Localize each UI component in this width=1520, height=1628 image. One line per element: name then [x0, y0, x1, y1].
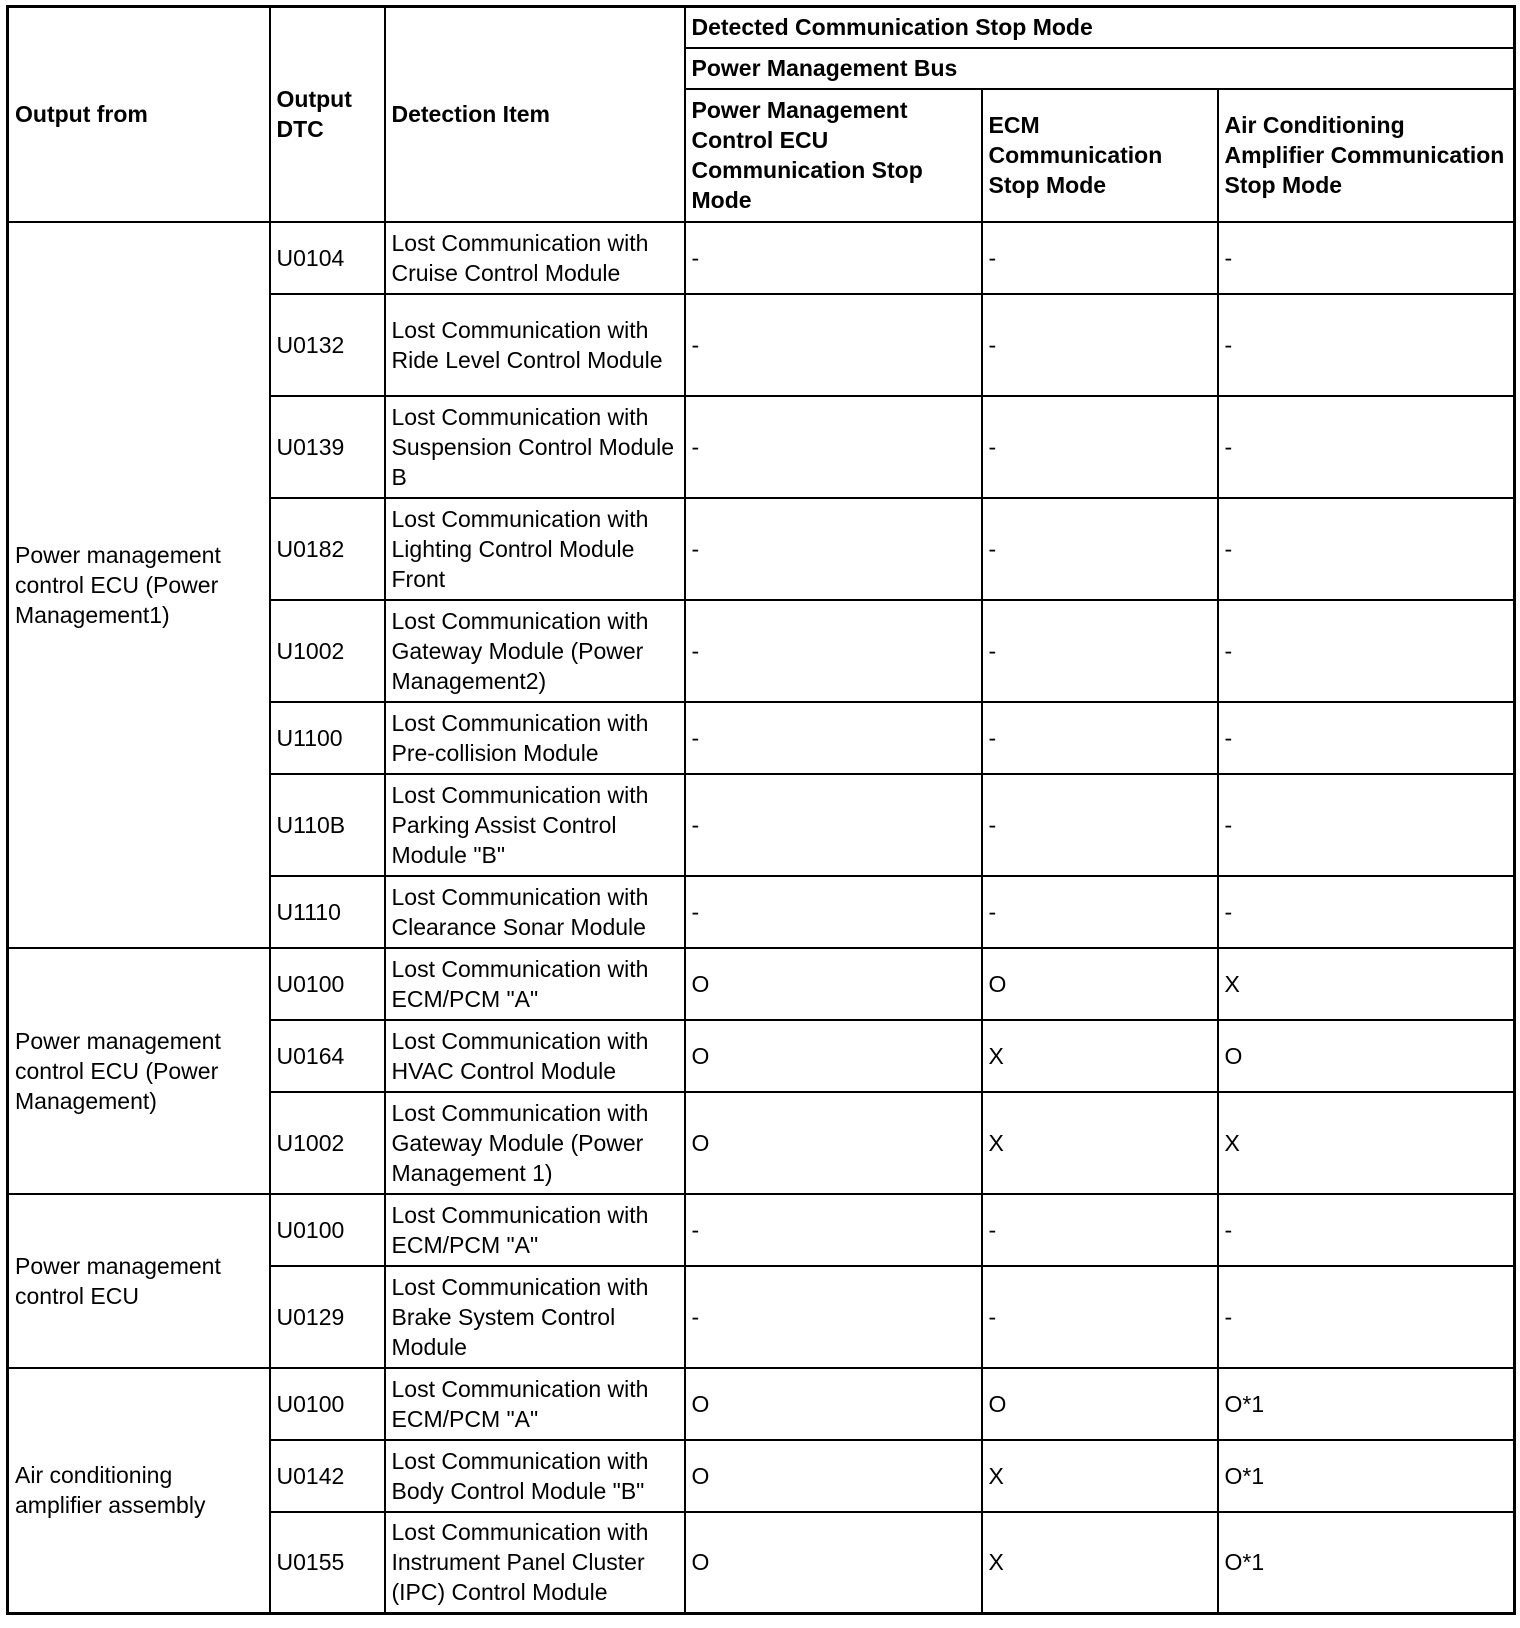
dtc-cell: U0129 [270, 1266, 385, 1368]
pm-mode-cell: - [685, 1266, 982, 1368]
detection-item-cell: Lost Communication with ECM/PCM "A" [385, 1194, 685, 1266]
pm-mode-cell: O [685, 948, 982, 1020]
header-ecm-mode: ECM Communication Stop Mode [982, 89, 1218, 222]
dtc-cell: U0100 [270, 1194, 385, 1266]
table-row [8, 1194, 1515, 1266]
header-output-from: Output from [8, 7, 270, 222]
pm-mode-cell: - [685, 876, 982, 948]
ecm-mode-cell: - [982, 294, 1218, 396]
output-from-cell: Air conditioning amplifier assembly [8, 1368, 270, 1614]
dtc-cell: U0100 [270, 1368, 385, 1440]
ecm-mode-cell: - [982, 396, 1218, 498]
dtc-table [6, 5, 1516, 1615]
output-from-cell: Power management control ECU (Power Management1) [8, 222, 270, 948]
ac-mode-cell: X [1218, 948, 1515, 1020]
ecm-mode-cell: X [982, 1092, 1218, 1194]
ecm-mode-cell: - [982, 702, 1218, 774]
pm-mode-cell: - [685, 600, 982, 702]
ecm-mode-cell: - [982, 1194, 1218, 1266]
detection-item-cell: Lost Communication with ECM/PCM "A" [385, 1368, 685, 1440]
table-row [8, 1368, 1515, 1440]
ac-mode-cell: - [1218, 222, 1515, 294]
pm-mode-cell: - [685, 1194, 982, 1266]
detection-item-cell: Lost Communication with Lighting Control Module Front [385, 498, 685, 600]
dtc-cell: U110B [270, 774, 385, 876]
ac-mode-cell: - [1218, 294, 1515, 396]
table-row [8, 222, 1515, 294]
detection-item-cell: Lost Communication with HVAC Control Module [385, 1020, 685, 1092]
ac-mode-cell: - [1218, 1194, 1515, 1266]
ecm-mode-cell: X [982, 1020, 1218, 1092]
ecm-mode-cell: - [982, 1266, 1218, 1368]
dtc-cell: U1100 [270, 702, 385, 774]
ac-mode-cell: X [1218, 1092, 1515, 1194]
ecm-mode-cell: O [982, 948, 1218, 1020]
dtc-table-wrapper [6, 5, 1516, 1615]
detection-item-cell: Lost Communication with Brake System Control Module [385, 1266, 685, 1368]
header-detected-mode: Detected Communication Stop Mode [685, 7, 1515, 48]
pm-mode-cell: O [685, 1512, 982, 1614]
ac-mode-cell: O [1218, 1020, 1515, 1092]
dtc-cell: U1110 [270, 876, 385, 948]
ac-mode-cell: - [1218, 600, 1515, 702]
header-detection-item: Detection Item [385, 7, 685, 222]
table-row [8, 948, 1515, 1020]
dtc-cell: U0139 [270, 396, 385, 498]
output-from-cell: Power management control ECU [8, 1194, 270, 1368]
pm-mode-cell: - [685, 294, 982, 396]
pm-mode-cell: - [685, 774, 982, 876]
ecm-mode-cell: - [982, 774, 1218, 876]
dtc-cell: U1002 [270, 1092, 385, 1194]
ac-mode-cell: - [1218, 774, 1515, 876]
ecm-mode-cell: - [982, 600, 1218, 702]
detection-item-cell: Lost Communication with Ride Level Control Module [385, 294, 685, 396]
ecm-mode-cell: - [982, 498, 1218, 600]
detection-item-cell: Lost Communication with Body Control Module "B" [385, 1440, 685, 1512]
output-from-cell: Power management control ECU (Power Management) [8, 948, 270, 1194]
pm-mode-cell: O [685, 1020, 982, 1092]
detection-item-cell: Lost Communication with Parking Assist Control Module "B" [385, 774, 685, 876]
detection-item-cell: Lost Communication with Pre-collision Module [385, 702, 685, 774]
ac-mode-cell: - [1218, 702, 1515, 774]
pm-mode-cell: - [685, 702, 982, 774]
ac-mode-cell: - [1218, 498, 1515, 600]
detection-item-cell: Lost Communication with ECM/PCM "A" [385, 948, 685, 1020]
ecm-mode-cell: - [982, 876, 1218, 948]
detection-item-cell: Lost Communication with Suspension Control Module B [385, 396, 685, 498]
dtc-cell: U0104 [270, 222, 385, 294]
ecm-mode-cell: - [982, 222, 1218, 294]
header-output-dtc: Output DTC [270, 7, 385, 222]
ac-mode-cell: - [1218, 1266, 1515, 1368]
ac-mode-cell: O*1 [1218, 1368, 1515, 1440]
ecm-mode-cell: X [982, 1512, 1218, 1614]
pm-mode-cell: O [685, 1440, 982, 1512]
header-bus: Power Management Bus [685, 48, 1515, 89]
ecm-mode-cell: O [982, 1368, 1218, 1440]
dtc-cell: U0164 [270, 1020, 385, 1092]
ac-mode-cell: O*1 [1218, 1512, 1515, 1614]
dtc-cell: U0142 [270, 1440, 385, 1512]
detection-item-cell: Lost Communication with Gateway Module (Power Management 1) [385, 1092, 685, 1194]
dtc-cell: U0182 [270, 498, 385, 600]
detection-item-cell: Lost Communication with Instrument Panel Cluster (IPC) Control Module [385, 1512, 685, 1614]
pm-mode-cell: O [685, 1092, 982, 1194]
dtc-cell: U0132 [270, 294, 385, 396]
detection-item-cell: Lost Communication with Gateway Module (Power Management2) [385, 600, 685, 702]
pm-mode-cell: O [685, 1368, 982, 1440]
header-ac-mode: Air Conditioning Amplifier Communication Stop Mode [1218, 89, 1515, 222]
detection-item-cell: Lost Communication with Clearance Sonar Module [385, 876, 685, 948]
dtc-cell: U0100 [270, 948, 385, 1020]
pm-mode-cell: - [685, 222, 982, 294]
pm-mode-cell: - [685, 396, 982, 498]
header-pm-ecu-mode: Power Management Control ECU Communication Stop Mode [685, 89, 982, 222]
ecm-mode-cell: X [982, 1440, 1218, 1512]
ac-mode-cell: - [1218, 396, 1515, 498]
dtc-cell: U1002 [270, 600, 385, 702]
pm-mode-cell: - [685, 498, 982, 600]
ac-mode-cell: - [1218, 876, 1515, 948]
ac-mode-cell: O*1 [1218, 1440, 1515, 1512]
dtc-cell: U0155 [270, 1512, 385, 1614]
detection-item-cell: Lost Communication with Cruise Control Module [385, 222, 685, 294]
